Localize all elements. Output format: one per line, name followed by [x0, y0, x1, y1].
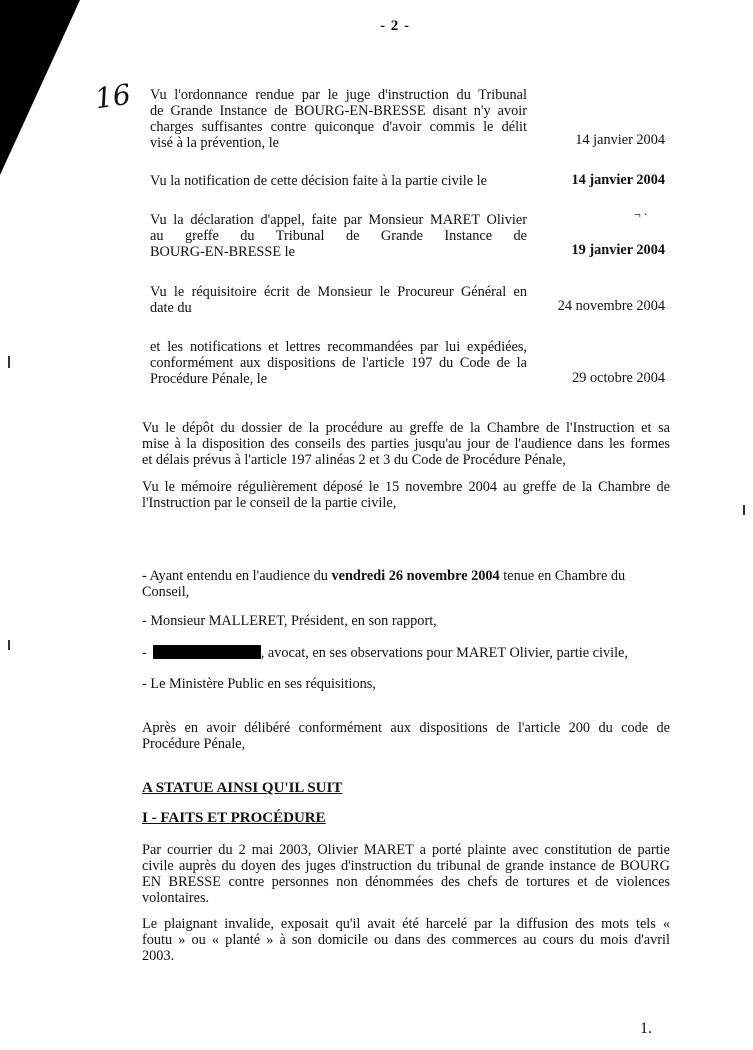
text-line: date du [150, 300, 192, 316]
audience-suffix: tenue en Chambre du [499, 568, 626, 584]
text-line: au greffe du Tribunal de Grande Instance de [150, 228, 527, 244]
text-line [142, 568, 670, 584]
text-line: visé à la prévention, le [150, 135, 280, 151]
text-line: Procédure Pénale, le [150, 371, 268, 387]
visa-requisitoire [150, 284, 527, 316]
visa-date: 14 janvier 2004 [571, 172, 665, 188]
text-line: Vu le dépôt du dossier de la procédure au greffe de la Chambre de l'Instruction et sa [142, 420, 670, 436]
paragraph-audience [142, 568, 670, 600]
text-line: Par courrier du 2 mai 2003, Olivier MARET a porté plainte avec constitution de partie [142, 842, 670, 858]
text-line: Vu le mémoire régulièrement déposé le 15 novembre 2004 au greffe de la Chambre de [142, 479, 670, 495]
text-line: 2003. [142, 948, 175, 964]
paragraph-depot [142, 420, 670, 468]
redaction-bar [153, 645, 261, 659]
audience-prefix: - Ayant entendu en l'audience du [142, 568, 332, 584]
handwritten-margin-note: 16 [92, 77, 133, 116]
scan-margin-mark [8, 356, 10, 368]
text-line: Procédure Pénale, [142, 736, 246, 752]
text-line: charges suffisantes contre quiconque d'avoir commis le délit [150, 119, 527, 135]
text-line: et les notifications et lettres recommandées par lui expédiées, [150, 339, 527, 355]
text-line: et délais prévus à l'article 197 alinéas 2 et 3 du Code de Procédure Pénale, [142, 452, 566, 468]
visa-notifications [150, 339, 527, 387]
visa-date: 14 janvier 2004 [575, 132, 665, 148]
text-line: conformément aux dispositions de l'article 197 du Code de la [150, 355, 527, 371]
paragraph-deliberation [142, 720, 670, 752]
paragraph-faits-1 [142, 842, 670, 906]
visa-date: 29 octobre 2004 [572, 370, 665, 386]
heading-faits-procedure: I - FAITS ET PROCÉDURE [142, 810, 326, 826]
visa-ordonnance [150, 87, 527, 151]
footer-mark: 1. [640, 1020, 652, 1037]
text-line: l'Instruction par le conseil de la partie civile, [142, 495, 397, 511]
scan-margin-mark [743, 505, 745, 515]
text-line: civile auprès du doyen des juges d'instruction du tribunal de grande instance de BOURG [142, 858, 670, 874]
text-line: foutu » ou « planté » à son domicile ou dans des commerces au cours du mois d'avril [142, 932, 670, 948]
text-line: Vu l'ordonnance rendue par le juge d'instruction du Tribunal [150, 87, 527, 103]
paragraph-faits-2 [142, 916, 670, 964]
paragraph-memoire [142, 479, 670, 511]
text-line: Après en avoir délibéré conformément aux dispositions de l'article 200 du code de [142, 720, 670, 736]
stray-mark: ¬ · [634, 207, 648, 221]
heading-statue: A STATUE AINSI QU'IL SUIT [142, 780, 343, 796]
audience-date: vendredi 26 novembre 2004 [331, 568, 500, 584]
line-avocat [142, 645, 628, 662]
text-line: Vu le réquisitoire écrit de Monsieur le Procureur Général en [150, 284, 527, 300]
line-ministere: - Le Ministère Public en ses réquisitions, [142, 676, 376, 692]
avocat-text: , avocat, en ses observations pour MARET Olivier, partie civile, [260, 645, 628, 661]
text-line: Le plaignant invalide, exposait qu'il avait été harcelé par la diffusion des mots tels « [142, 916, 670, 932]
text-line: Vu la déclaration d'appel, faite par Monsieur MARET Olivier [150, 212, 527, 228]
visa-date: 19 janvier 2004 [571, 242, 665, 258]
visa-appel [150, 212, 527, 260]
text-line: Vu la notification de cette décision faite à la partie civile le [150, 173, 487, 189]
text-line: mise à la disposition des conseils des parties jusqu'au jour de l'audience dans les formes [142, 436, 670, 452]
dash: - [142, 645, 147, 661]
scan-margin-mark [8, 640, 10, 650]
text-line: EN BRESSE contre personnes non dénommées des chefs de tortures et de violences [142, 874, 670, 890]
text-line: BOURG-EN-BRESSE le [150, 244, 295, 260]
text-line: Conseil, [142, 584, 190, 600]
text-line: volontaires. [142, 890, 210, 906]
scan-corner-shadow [0, 0, 80, 175]
page-number: - 2 - [380, 18, 410, 34]
visa-date: 24 novembre 2004 [557, 298, 665, 314]
visa-notification [150, 173, 527, 189]
line-president: - Monsieur MALLERET, Président, en son rapport, [142, 613, 437, 629]
text-line: de Grande Instance de BOURG-EN-BRESSE disant n'y avoir [150, 103, 527, 119]
